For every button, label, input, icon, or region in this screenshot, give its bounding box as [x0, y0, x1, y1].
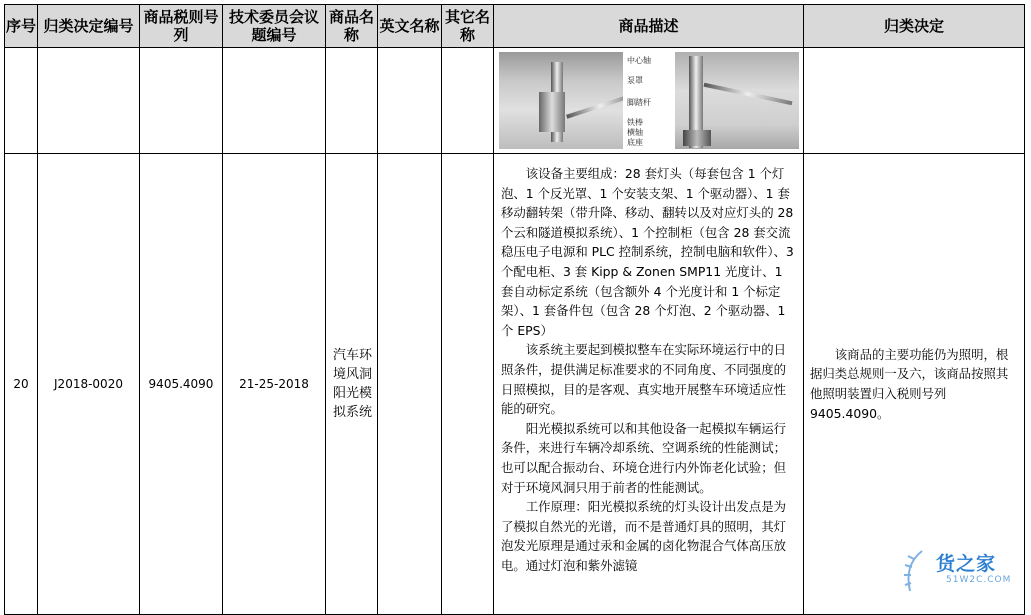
cell-empty — [140, 48, 223, 154]
decision-text: 该商品的主要功能仍为照明，根据归类总规则一及六，该商品按照其他照明装置归入税则号列 9405.4090。 — [810, 346, 1009, 421]
cell-empty — [378, 48, 442, 154]
watermark-sub: 51W2C.COM — [946, 575, 1012, 585]
cell-decision — [804, 154, 1025, 615]
header-product-name: 商品名称 — [326, 5, 378, 48]
header-seq: 序号 — [5, 5, 38, 48]
label-pedal-lever: 脚踏杆 — [627, 98, 651, 107]
header-decision: 归类决定 — [804, 5, 1025, 48]
header-english-name: 英文名称 — [378, 5, 442, 48]
product-diagram — [497, 50, 800, 151]
cell-empty — [38, 48, 140, 154]
cell-product-image — [494, 48, 804, 154]
label-base: 底座 — [627, 138, 643, 147]
label-center-axis: 中心轴 — [627, 56, 651, 65]
header-other-name: 其它名称 — [442, 5, 494, 48]
cell-empty — [804, 48, 1025, 154]
table-row — [5, 154, 1025, 615]
cell-other-name — [442, 154, 494, 615]
laurel-icon — [900, 547, 934, 597]
cell-description — [494, 154, 804, 615]
label-iron-rod: 铁棒 — [627, 118, 643, 127]
cell-decision-no: J2018-0020 — [38, 154, 140, 615]
header-committee-no: 技术委员会议题编号 — [223, 5, 326, 48]
cell-empty — [5, 48, 38, 154]
header-decision-no: 归类决定编号 — [38, 5, 140, 48]
cell-english-name — [378, 154, 442, 615]
description-paragraph: 该系统主要起到模拟整车在实际环境运行中的日照条件，提供满足标准要求的不同角度、不同强度的日照模拟，目的是客观、真实地开展整车环境适应性能的研究。 — [501, 342, 786, 417]
label-cross-axis: 横轴 — [627, 128, 643, 137]
diagram-labels — [623, 52, 675, 149]
header-tariff-no: 商品税则号列 — [140, 5, 223, 48]
cell-seq: 20 — [5, 154, 38, 615]
classification-table — [4, 4, 1025, 615]
description-paragraph: 阳光模拟系统可以和其他设备一起模拟车辆运行条件，来进行车辆冷却系统、空调系统的性能测试；也可以配合振动台、环境仓进行内外饰老化试验；但对于环境风洞只用于前者的性能测试。 — [501, 420, 786, 495]
label-pump-cover: 泵罩 — [627, 76, 643, 85]
header-description: 商品描述 — [494, 5, 804, 48]
cell-empty — [326, 48, 378, 154]
cell-tariff-no: 9405.4090 — [140, 154, 223, 615]
cell-empty — [442, 48, 494, 154]
description-paragraph: 该设备主要组成：28 套灯头（每套包含 1 个灯泡、1 个反光罩、1 个安装支架、1 个驱动器）、1 套移动翻转架（带升降、移动、翻转以及对应灯头的 28 个云和隧道模拟系统）、1 个控制柜（包含 28 套交流稳压电子电源和 PLC 控制系统，控制电脑和软件）、3 个配电柜、3 套 Kipp & Zonen SMP11 光度计、1 套自动标定系统（包含额外 4 个光度计和 1 个标定架）、1 套备件包（包含 28 个灯泡、2 个驱动器、1 个 EPS） — [501, 166, 794, 338]
header-row — [5, 5, 1025, 48]
table-row-continued — [5, 48, 1025, 154]
watermark-logo — [900, 547, 1020, 607]
cell-empty — [223, 48, 326, 154]
watermark-text: 货之家 — [936, 553, 997, 575]
cell-product-name: 汽车环境风洞阳光模拟系统 — [326, 154, 378, 615]
description-paragraph: 工作原理：阳光模拟系统的灯头设计出发点是为了模拟自然光的光谱，而不是普通灯具的照明，其灯泡发光原理是通过汞和金属的卤化物混合气体高压放电。通过灯泡和紫外滤镜 — [501, 499, 786, 573]
cell-committee-no: 21-25-2018 — [223, 154, 326, 615]
